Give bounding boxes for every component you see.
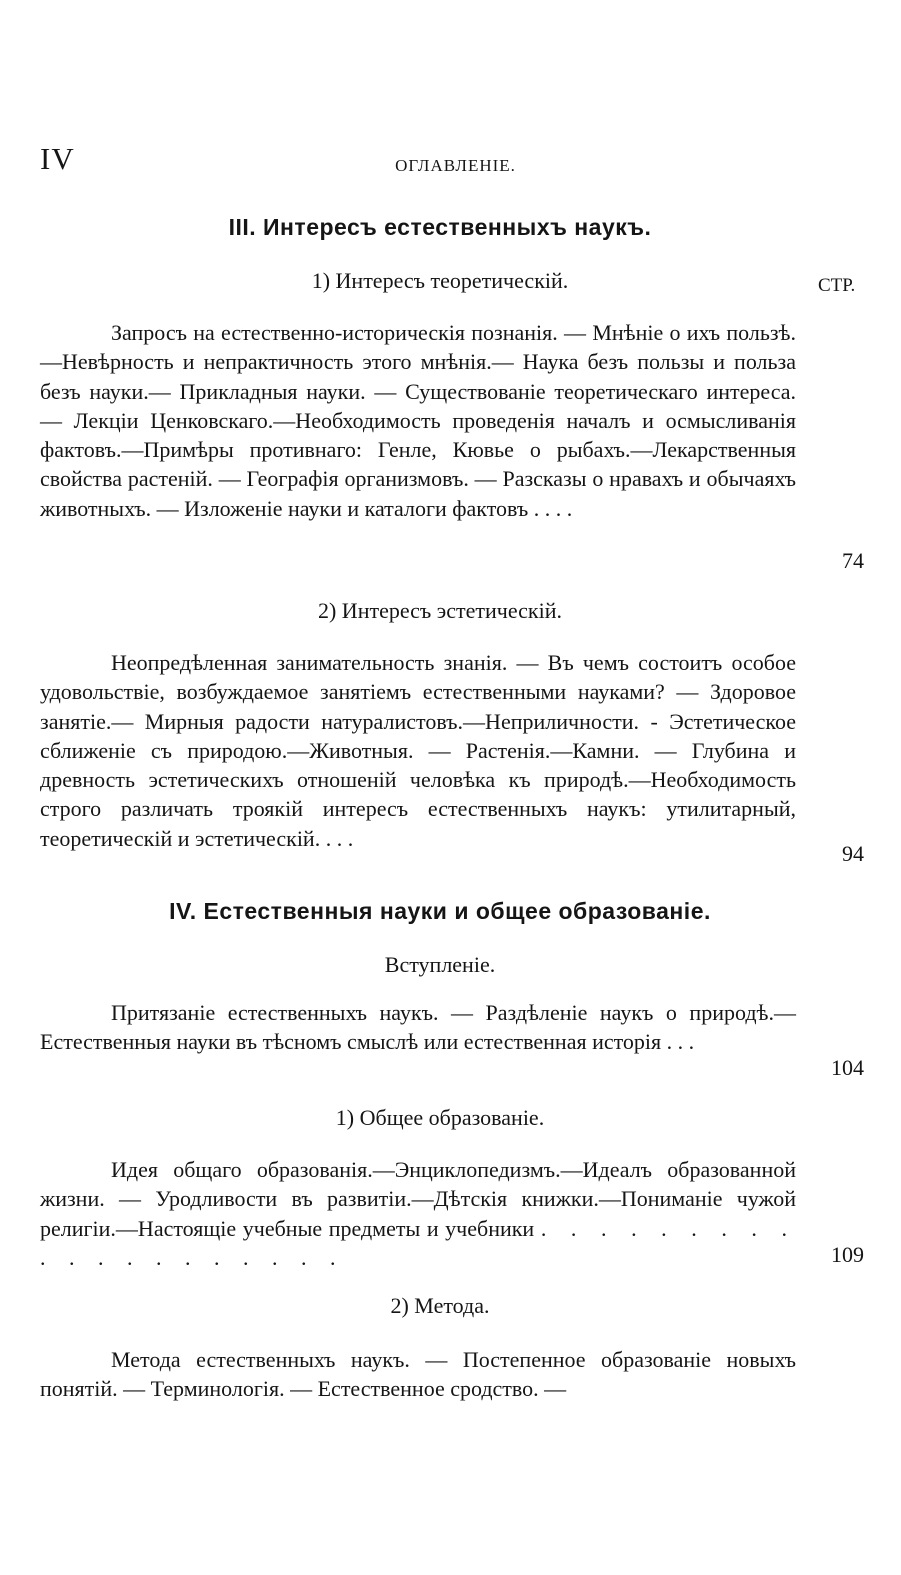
page-ref-74: 74 bbox=[842, 548, 864, 573]
summary-text-body: Идея общаго образованія.—Энциклопедизмъ.—Идеалъ образованной жизни. — Уродливости въ развитіи.—Дѣтскія книжки.—Пониманіе чужой религіи.—Настоящіе учебные предметы и учебники bbox=[40, 1157, 796, 1241]
subsection-aesthetic-summary bbox=[40, 648, 796, 853]
subsection-method-summary bbox=[40, 1345, 796, 1404]
running-head: ОГЛАВЛЕНІЕ. bbox=[395, 156, 516, 175]
introduction-title: Вступленіе. bbox=[384, 952, 496, 977]
page-ref-109: 109 bbox=[831, 1242, 864, 1267]
section-iii-title: III. Интересъ естественныхъ наукъ. bbox=[228, 214, 652, 240]
subsection-general-education-summary bbox=[40, 1155, 796, 1272]
page-ref-104: 104 bbox=[831, 1055, 864, 1080]
subsection-theoretical-title: 1) Интересъ теоретическій. bbox=[311, 268, 569, 293]
summary-text: Метода естественныхъ наукъ. — Постепенное образованіе новыхъ понятій. — Терминологія. — Естественное сродство. — bbox=[40, 1347, 796, 1402]
page-column-label: СТР. bbox=[818, 275, 856, 296]
introduction-summary bbox=[40, 998, 796, 1057]
summary-text: Запросъ на естественно-историческія познанія. — Мнѣніе о ихъ пользѣ.—Невѣрность и непрактичность этого мнѣнія.— Наука безъ пользы и польза безъ науки.— Прикладныя науки. — Существованіе теоретическаго интереса. — Лекціи Ценковскаго.—Необходимость проведенія началъ и осмысливанія фактовъ.—Примѣры противнаго: Генле, Кювье о рыбахъ.—Лекарственныя свойства растеній. — Географія организмовъ. — Разсказы о нравахъ и обычаяхъ животныхъ. — Изложеніе науки и каталоги фактовъ . . . . bbox=[40, 320, 796, 521]
dot-leader: . . . . . . . . . . . . . . . . . . . . bbox=[40, 1215, 797, 1270]
subsection-method-title: 2) Метода. bbox=[390, 1293, 490, 1318]
subsection-aesthetic-title: 2) Интересъ эстетическій. bbox=[317, 598, 562, 623]
section-iv-title: IV. Естественныя науки и общее образованіе. bbox=[169, 898, 711, 924]
summary-text: Притязаніе естественныхъ наукъ. — Раздѣленіе наукъ о природѣ.—Естественныя науки въ тѣсномъ смыслѣ или естественная исторія . . . bbox=[40, 1000, 796, 1055]
page-ref-94: 94 bbox=[842, 841, 864, 866]
subsection-theoretical-summary bbox=[40, 318, 796, 523]
summary-text bbox=[40, 1155, 796, 1272]
page-number: IV bbox=[40, 141, 75, 176]
subsection-general-education-title: 1) Общее образованіе. bbox=[335, 1105, 545, 1130]
summary-text: Неопредѣленная занимательность знанія. — Въ чемъ состоитъ особое удовольствіе, возбуждаемое занятіемъ естественными науками? — Здоровое занятіе.— Мирныя радости натуралистовъ.—Неприличности. - Эстетическое сближеніе съ природою.—Животныя. — Растенія.—Камни. — Глубина и древность эстетическихъ отношеній человѣка къ природѣ.—Необходимость строго различать троякій интересъ естественныхъ наукъ: утилитарный, теоретическій и эстетическій. . . . bbox=[40, 650, 796, 851]
